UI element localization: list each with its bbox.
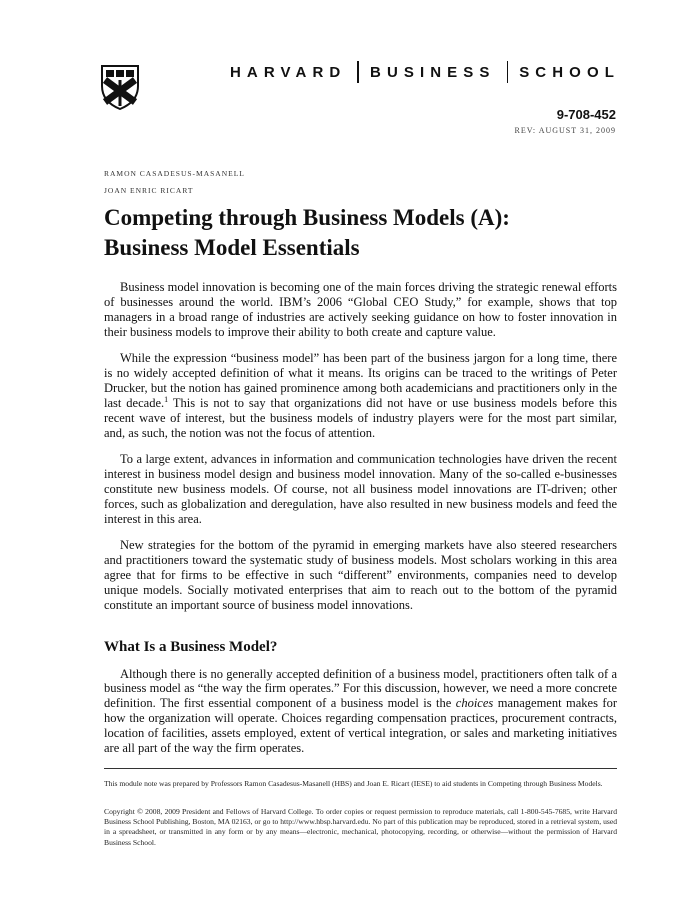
section-heading: What Is a Business Model? (104, 638, 278, 655)
paragraph-5-part-b: management makes for how the organization will operate. Choices regarding compensation practices, procurement contracts, location of facilities, assets employed, extent of vertical integration, or sales and marketing initiatives are all part of the way the firm operates. (104, 696, 617, 756)
author-1: RAMON CASADESUS-MASANELL (104, 169, 245, 178)
copyright-notice: Copyright © 2008, 2009 President and Fellows of Harvard College. To order copies or request permission to reproduce materials, call 1-800-545-7685, write Harvard Business School Publishing, Boston, MA 02163, or go to http://www.hbsp.harvard.edu. No part of this publication may be reproduced, stored in a retrieval system, used in a spreadsheet, or transmitted in any form or by any means—electronic, mechanical, photocopying, recording, or otherwise—without the permission of Harvard Business School. (104, 807, 617, 847)
paragraph-5-part-a: Although there is no generally accepted definition of a business model, practitioners often talk of a business model as “the way the firm operates.” For this discussion, however, we need a more concrete definition. The first essential component of a business model is the (104, 666, 617, 711)
author-2: JOAN ENRIC RICART (104, 186, 194, 195)
hbs-shield-icon (100, 64, 140, 110)
paragraph-5 (104, 667, 617, 756)
masthead-divider (507, 61, 509, 83)
document-number: 9-708-452 (556, 107, 616, 122)
prepared-by-note: This module note was prepared by Professors Ramon Casadesus-Masanell (HBS) and Joan E. Ricart (IESE) to aid students in Competing through Business Models. (104, 779, 603, 788)
title-line-2: Business Model Essentials (104, 235, 360, 260)
masthead-divider (357, 61, 359, 83)
body-text (104, 280, 617, 767)
paragraph-2 (104, 351, 617, 440)
masthead-business: BUSINESS (370, 63, 496, 81)
document-title (104, 203, 604, 263)
emphasis-choices: choices (455, 696, 494, 711)
paragraph-2-part-b: This is not to say that organizations did not have or use business models before this recent wave of interest, but the business models of industry players were for the most part similar, and, as such, the notion was not the focus of attention. (104, 395, 617, 440)
paragraph-1: Business model innovation is becoming one of the main forces driving the strategic renewal efforts of businesses around the world. IBM’s 2006 “Global CEO Study,” for example, shows that top managers in a broad range of industries are actively seeking guidance on how to foster innovation in their business models to improve their ability to both create and capture value. (104, 280, 617, 339)
masthead (230, 60, 620, 84)
paragraph-4: New strategies for the bottom of the pyramid in emerging markets have also steered researchers and practitioners toward the systematic study of business models. Most scholars working in this area agree that for firms to be effective in such “different” environments, companies need to develop unique models. Socially motivated enterprises that aim to reach out to the bottom of the pyramid constitute an important source of business model innovations. (104, 538, 617, 612)
title-line-1: Competing through Business Models (A): (104, 205, 510, 230)
footnote-reference: 1 (164, 394, 169, 404)
footer-divider (104, 768, 617, 769)
masthead-harvard: HARVARD (230, 63, 347, 81)
masthead-school: SCHOOL (519, 63, 620, 81)
paragraph-3: To a large extent, advances in information and communication technologies have driven the recent interest in business model design and business model innovation. Many of the so-called e-businesses constitute new business models. Of course, not all business model innovations are IT-driven; other forces, such as globalization and deregulation, have also resulted in new business models and feed the interest in this area. (104, 452, 617, 526)
revision-date: REV: AUGUST 31, 2009 (514, 126, 616, 135)
paragraph-2-part-a: While the expression “business model” has been part of the business jargon for a long time, there is no widely accepted definition of what it means. Its origins can be traced to the writings of Peter Drucker, but the notion has gained prominence among both academicians and practitioners only in the last decade. (104, 351, 617, 410)
